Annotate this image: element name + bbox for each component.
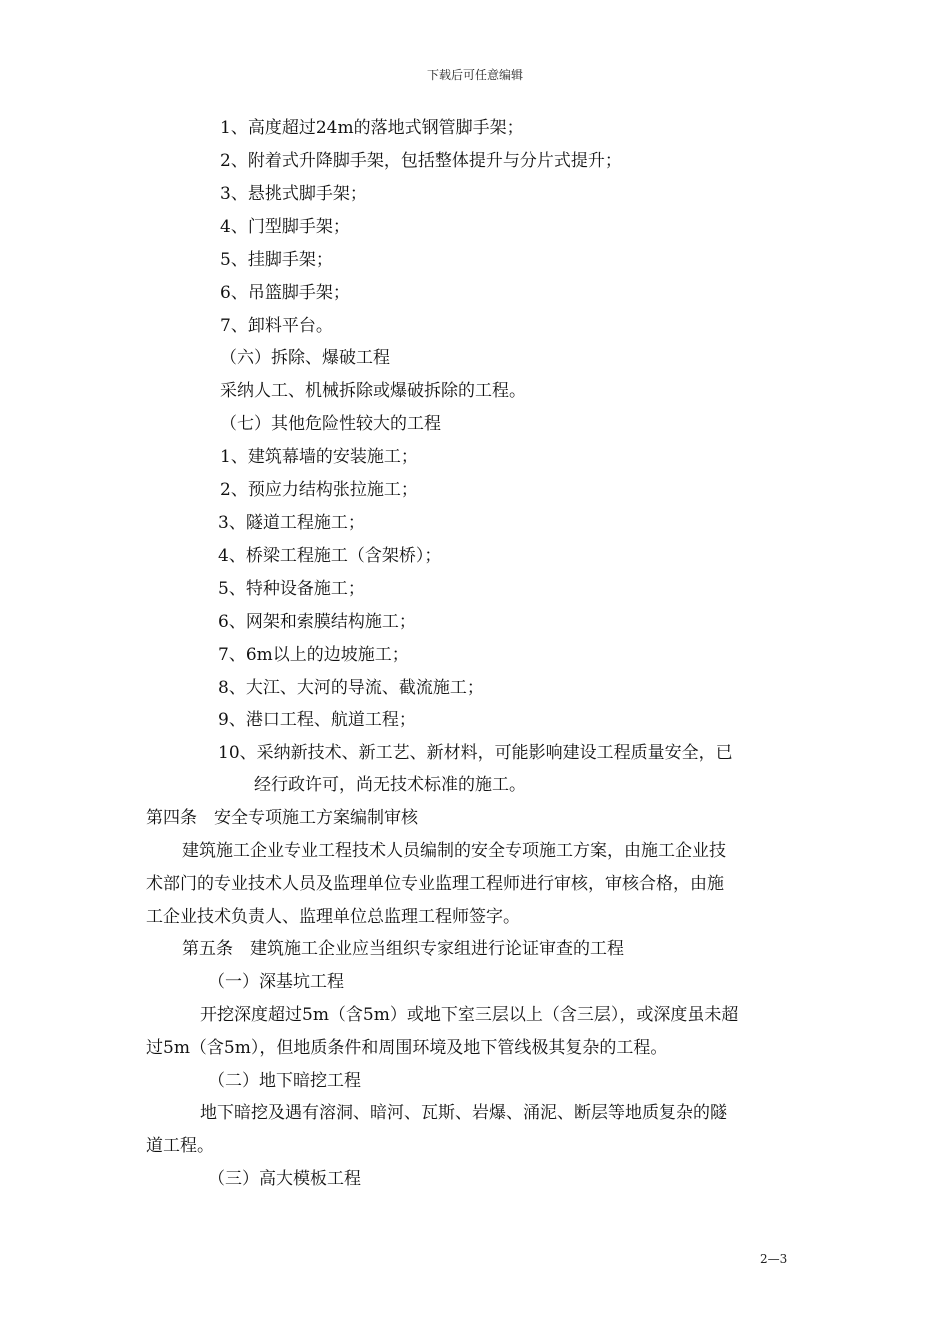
paragraph: 地下暗挖及遇有溶洞、暗河、瓦斯、岩爆、涌泥、断层等地质复杂的隧: [200, 1103, 727, 1123]
list-item: 7、卸料平台。: [220, 316, 333, 336]
list-item: 8、大江、大河的导流、截流施工；: [218, 678, 484, 698]
paragraph: 过5m（含5m），但地质条件和周围环境及地下管线极其复杂的工程。: [146, 1038, 668, 1058]
list-item: 3、隧道工程施工；: [218, 513, 365, 533]
list-item: 7、6m以上的边坡施工；: [218, 645, 409, 665]
list-item: 5、挂脚手架；: [220, 250, 333, 270]
paragraph: 采纳人工、机械拆除或爆破拆除的工程。: [220, 381, 526, 401]
list-item: 1、建筑幕墙的安装施工；: [220, 447, 418, 467]
list-item-continuation: 经行政许可，尚无技术标准的施工。: [254, 775, 526, 795]
paragraph: 道工程。: [146, 1136, 214, 1156]
list-item: 4、桥梁工程施工（含架桥）；: [218, 546, 442, 566]
list-item: 9、港口工程、航道工程；: [218, 710, 416, 730]
list-item: 10、采纳新技术、新工艺、新材料，可能影响建设工程质量安全，已: [218, 743, 733, 763]
paragraph: 建筑施工企业专业工程技术人员编制的安全专项施工方案，由施工企业技: [182, 841, 726, 861]
section-heading: （一）深基坑工程: [208, 972, 344, 992]
article-heading: 第五条 建筑施工企业应当组织专家组进行论证审查的工程: [182, 939, 624, 959]
page-header: 下载后可任意编辑: [426, 68, 523, 82]
list-item: 5、特种设备施工；: [218, 579, 365, 599]
list-item: 1、高度超过24m的落地式钢管脚手架；: [220, 118, 524, 138]
list-item: 2、附着式升降脚手架，包括整体提升与分片式提升；: [220, 151, 622, 171]
section-heading: （三）高大模板工程: [208, 1169, 361, 1189]
list-item: 6、网架和索膜结构施工；: [218, 612, 416, 632]
paragraph: 术部门的专业技术人员及监理单位专业监理工程师进行审核，审核合格，由施: [146, 874, 724, 894]
list-item: 6、吊篮脚手架；: [220, 283, 350, 303]
list-item: 3、悬挑式脚手架；: [220, 184, 367, 204]
list-item: 2、预应力结构张拉施工；: [220, 480, 418, 500]
list-item: 4、门型脚手架；: [220, 217, 350, 237]
article-heading: 第四条 安全专项施工方案编制审核: [146, 808, 418, 828]
paragraph: 工企业技术负责人、监理单位总监理工程师签字。: [146, 907, 520, 927]
section-heading: （六）拆除、爆破工程: [220, 348, 390, 368]
section-heading: （二）地下暗挖工程: [208, 1071, 361, 1091]
section-heading: （七）其他危险性较大的工程: [220, 414, 441, 434]
page-number: 2—3: [760, 1252, 788, 1266]
paragraph: 开挖深度超过5m（含5m）或地下室三层以上（含三层），或深度虽未超: [200, 1005, 739, 1025]
